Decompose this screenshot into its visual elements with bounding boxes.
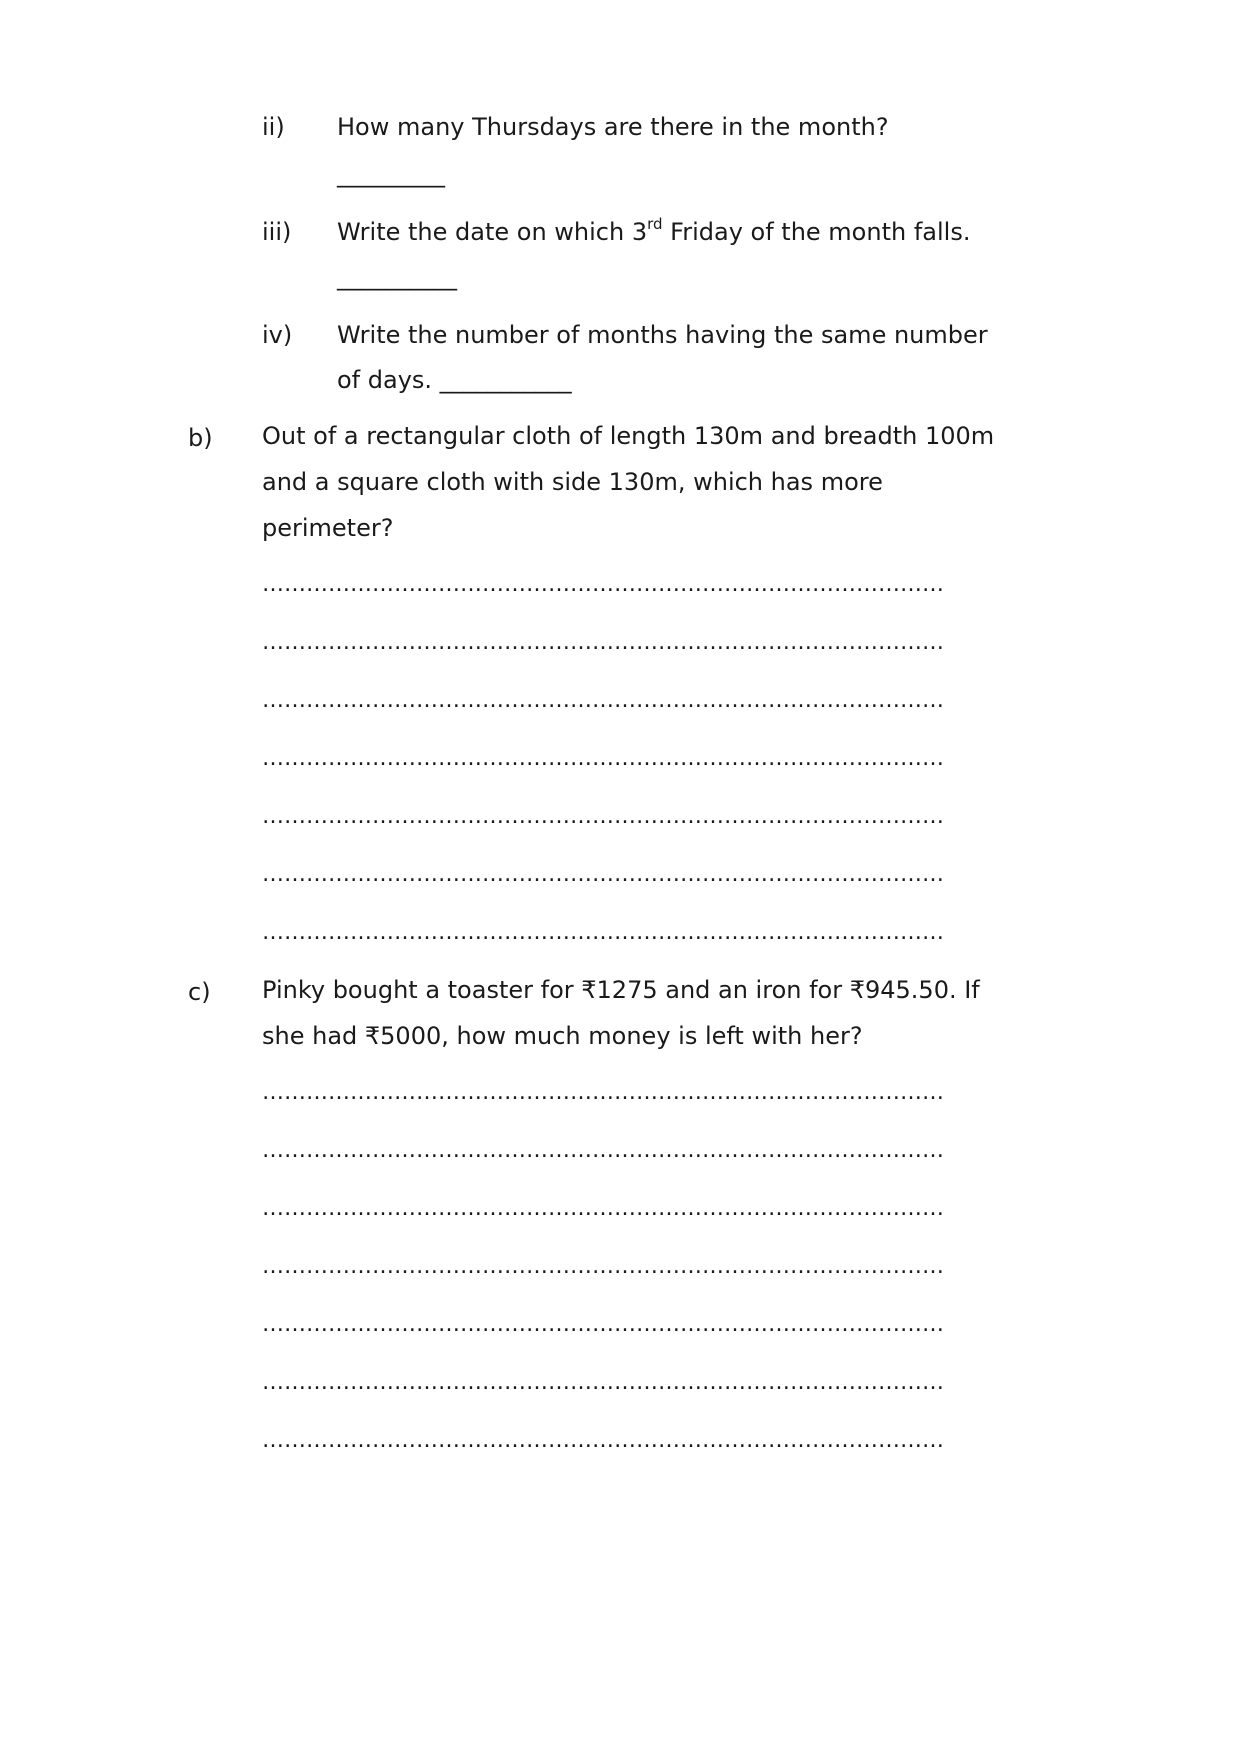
question-b-line-2: and a square cloth with side 130m, which has more [262,468,883,496]
subquestion-iv-label: iv) [262,321,293,349]
subquestion-iii-text [337,215,971,246]
question-b-label: b) [188,424,213,452]
subquestion-iii-label: iii) [262,218,292,246]
question-b-answer-line-5[interactable]: ………………………………………………………………………………… [262,804,944,829]
subquestion-iv-line1: Write the number of months having the same number [337,321,988,349]
question-b-answer-line-3[interactable]: ………………………………………………………………………………… [262,688,944,713]
question-c-answer-line-4[interactable]: ………………………………………………………………………………… [262,1254,944,1279]
question-c-answer-line-6[interactable]: ………………………………………………………………………………… [262,1370,944,1395]
question-b-line-3: perimeter? [262,514,394,542]
question-c-answer-line-3[interactable]: ………………………………………………………………………………… [262,1196,944,1221]
question-b-answer-line-7[interactable]: ………………………………………………………………………………… [262,920,944,945]
question-b-answer-line-1[interactable]: ………………………………………………………………………………… [262,572,944,597]
subquestion-iii-blank: __________ [337,263,457,291]
question-b-line-1: Out of a rectangular cloth of length 130m and breadth 100m [262,422,995,450]
subquestion-iv-line2: of days. ___________ [337,366,572,394]
question-b-answer-line-2[interactable]: ………………………………………………………………………………… [262,630,944,655]
question-c-answer-line-2[interactable]: ………………………………………………………………………………… [262,1138,944,1163]
subquestion-iii-text-post: Friday of the month falls. [662,218,971,246]
question-c-label: c) [188,978,211,1006]
question-c-line-2: she had ₹5000, how much money is left with her? [262,1022,863,1050]
question-c-text [262,967,980,1059]
subquestion-ii-label: ii) [262,113,285,141]
question-b-text [262,413,994,551]
question-c-answer-line-7[interactable]: ………………………………………………………………………………… [262,1428,944,1453]
subquestion-iii-text-pre: Write the date on which 3 [337,218,648,246]
subquestion-ii-text: How many Thursdays are there in the month? [337,113,889,141]
subquestion-iii-superscript: rd [647,215,663,233]
question-c-line-1: Pinky bought a toaster for ₹1275 and an iron for ₹945.50. If [262,976,980,1004]
question-b-answer-line-6[interactable]: ………………………………………………………………………………… [262,862,944,887]
question-c-answer-line-1[interactable]: ………………………………………………………………………………… [262,1080,944,1105]
subquestion-ii-blank: _________ [337,160,445,188]
question-c-answer-line-5[interactable]: ………………………………………………………………………………… [262,1312,944,1337]
question-b-answer-line-4[interactable]: ………………………………………………………………………………… [262,746,944,771]
